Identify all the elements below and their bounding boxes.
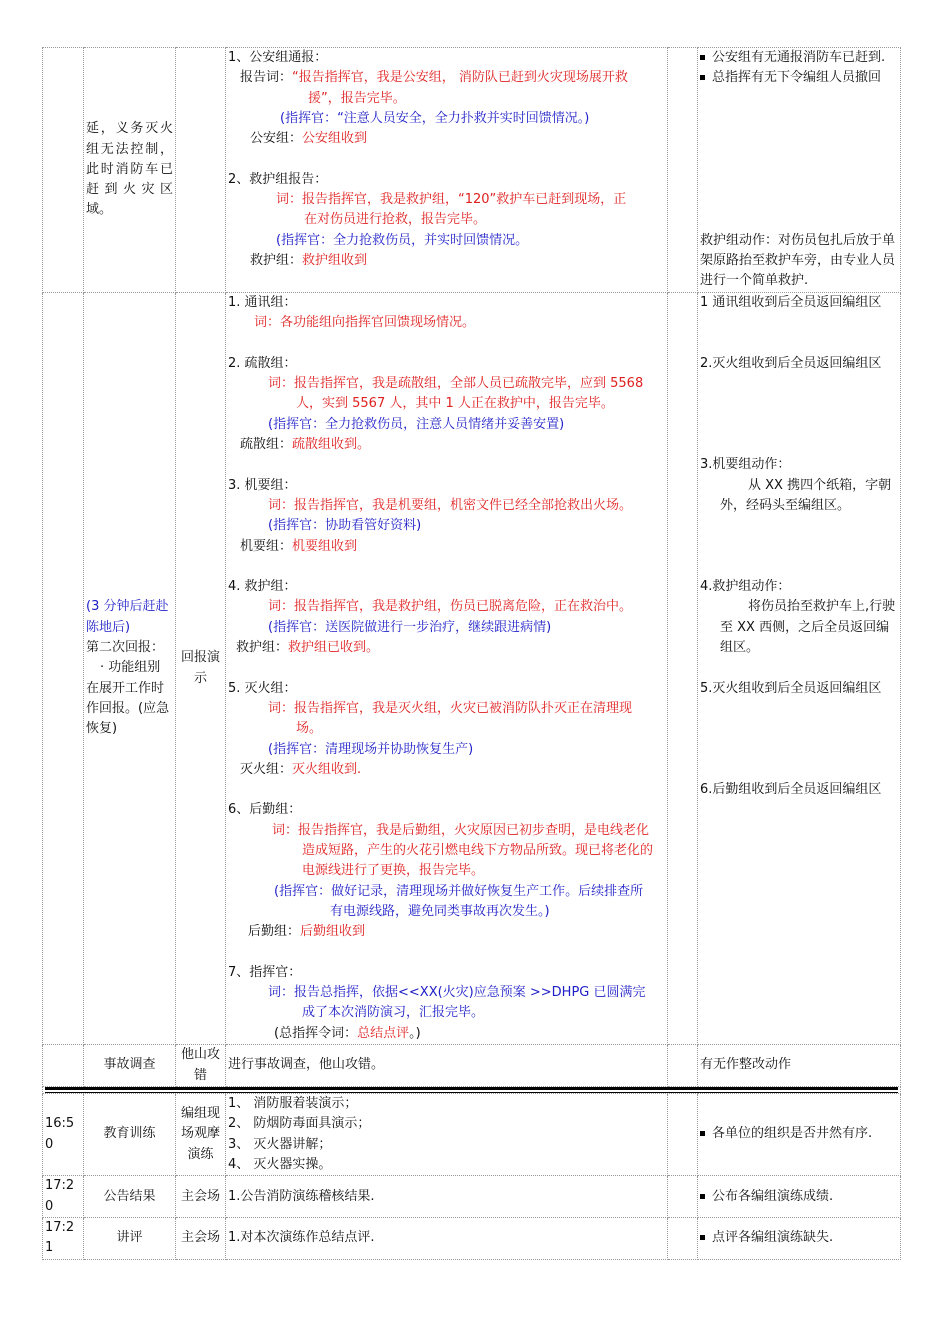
item-text: 讲评 (116, 1230, 143, 1246)
section-divider (43, 1087, 901, 1094)
conf-ack-prefix: 机要组： (240, 538, 293, 554)
rescue-report-line: 词：报告指挥官，我是救护组，“120”救护车已赶到现场，正 (276, 192, 627, 208)
table-row (43, 1176, 901, 1218)
fire-report-line: 场。 (296, 721, 323, 737)
police-prefix: 报告词： (240, 70, 293, 86)
item-text: 事故调查 (103, 1057, 156, 1073)
spacer-cell (668, 293, 698, 1045)
method-text: 回报演示 (180, 650, 220, 686)
spacer-cell (668, 1218, 698, 1260)
fire-ack-text: 灭火组收到. (292, 761, 362, 777)
content-cell (226, 1094, 668, 1176)
remark-text: 公安组有无通报消防车已赶到. (712, 50, 886, 65)
comm-report: 词：各功能组向指挥官回馈现场情况。 (254, 315, 476, 331)
situation-line: 域。 (86, 202, 113, 218)
evac-ack-text: 疏散组收到。 (292, 437, 371, 453)
remark-cell (698, 48, 901, 293)
content-cell (226, 1176, 668, 1218)
log-command-line: 有电源线路，避免同类事故再次发生。) (330, 903, 550, 919)
fire-header: 5. 灭火组： (228, 680, 297, 696)
remark-text: 总指挥有无下令编组人员撤回 (712, 70, 882, 86)
log-report-line: 电源线进行了更换，报告完毕。 (302, 863, 485, 879)
log-report-line: 造成短路，产生的火花引燃电线下方物品所致。现已将老化的 (302, 843, 654, 859)
situation-line: 组无法控制， (86, 141, 173, 157)
log-ack-prefix: 后勤组： (248, 924, 301, 940)
bullet-icon (700, 55, 705, 60)
conf-report: 词：报告指挥官，我是机要组，机密文件已经全部抢救出火场。 (268, 497, 633, 513)
time-cell (43, 1045, 84, 1087)
item-cell (84, 1176, 176, 1218)
remark-text: 公布各编组演练成绩. (712, 1188, 834, 1204)
res-report: 词：报告指挥官，我是救护组，伤员已脱离危险，正在救治中。 (268, 599, 633, 615)
item-cell (84, 1045, 176, 1087)
conf-command: (指挥官：协助看管好资料) (268, 518, 422, 534)
log-header: 6、后勤组： (228, 802, 302, 818)
res-ack-text: 救护组已收到。 (288, 640, 380, 656)
fire-command: (指挥官：清理现场并协助恢复生产) (268, 741, 474, 757)
situation-item: · 功能组别在展开工作时作回报。(应急恢复) (86, 660, 170, 737)
remark-text: 有无作整改动作 (700, 1057, 792, 1073)
remark-cell (698, 1045, 901, 1087)
table-row (43, 1094, 901, 1176)
remark-text: 各单位的组织是否井然有序. (712, 1126, 873, 1142)
remark-text: 2.灭火组收到后全员返回编组区 (700, 355, 882, 371)
remark-title: 4.救护组动作： (700, 579, 791, 595)
evac-header: 2. 疏散组： (228, 355, 297, 371)
remark-cell (698, 1094, 901, 1176)
cmd-header: 7、指挥官： (228, 964, 302, 980)
spacer-cell (668, 48, 698, 293)
method-cell (176, 1176, 226, 1218)
item-text: 教育训练 (103, 1126, 156, 1142)
fire-report-line: 词：报告指挥官，我是灭火组，火灾已被消防队扑灭正在清理现 (268, 700, 633, 716)
method-cell (176, 48, 226, 293)
police-command: (指挥官：“注意人员安全，全力扑救并实时回馈情况。) (280, 110, 590, 126)
conf-header: 3. 机要组： (228, 477, 297, 493)
remark-text: 6.后勤组收到后全员返回编组区 (700, 782, 882, 798)
evac-report-line: 人，实到 5567 人，其中 1 人正在救护中，报告完毕。 (296, 396, 614, 412)
police-report-line (228, 68, 665, 88)
content-text: 1.公告消防演练稽核结果. (228, 1188, 375, 1204)
remark-body: 从 XX 携四个纸箱，字朝外，经码头至编组区。 (720, 477, 892, 513)
table-row (43, 1045, 901, 1087)
comm-header: 1. 通讯组： (228, 295, 297, 310)
evac-ack-prefix: 疏散组： (240, 437, 293, 453)
remark-cell (698, 1176, 901, 1218)
police-report-text: “报告指挥官，我是公安组， 消防队已赶到火灾现场展开救 (292, 70, 628, 86)
log-ack (228, 922, 665, 942)
time-text: 17:20 (45, 1178, 75, 1214)
cmd-final-text: 总结点评 (357, 1025, 410, 1041)
situation-line: 此时消防车已 (86, 161, 173, 177)
police-ack-prefix: 公安组： (250, 131, 303, 147)
content-text: 1.对本次演练作总结点评. (228, 1230, 375, 1246)
drill-schedule-table (42, 47, 901, 1260)
situation-line: 延，义务灭火 (86, 121, 173, 137)
item-cell (84, 1218, 176, 1260)
remark-text: 救护组动作：对伤员包扎后放于单架原路抬至救护车旁，由专业人员进行一个简单救护. (700, 232, 896, 289)
method-text: 主会场 (180, 1188, 220, 1204)
time-text: 16:50 (45, 1116, 75, 1152)
remark-cell (698, 293, 901, 1045)
list-item: 3、 灭火器讲解； (228, 1136, 332, 1152)
content-text: 进行事故调查，他山攻错。 (228, 1057, 385, 1073)
remark-text: 5.灭火组收到后全员返回编组区 (700, 680, 882, 696)
log-report-line: 词：报告指挥官，我是后勤组，火灾原因已初步查明，是电线老化 (272, 822, 650, 838)
spacer-cell (668, 1094, 698, 1176)
item-text: 公告结果 (103, 1188, 156, 1204)
rescue-ack-prefix: 救护组： (250, 252, 303, 268)
method-cell (176, 1045, 226, 1087)
method-text: 主会场 (180, 1230, 220, 1246)
time-cell (43, 293, 84, 1045)
cmd-final-suffix: 。) (409, 1025, 421, 1041)
remark-text: 点评各编组演练缺失. (712, 1230, 834, 1246)
method-text: 他山攻错 (180, 1047, 220, 1083)
time-text: 17:21 (45, 1220, 75, 1256)
list-item: 4、 灭火器实操。 (228, 1156, 332, 1172)
cmd-report-line: 成了本次消防演习，汇报完毕。 (302, 1005, 485, 1021)
spacer-cell (668, 1176, 698, 1218)
evac-ack (228, 435, 665, 455)
time-cell (43, 1094, 84, 1176)
evac-report-line: 词：报告指挥官，我是疏散组，全部人员已疏散完毕，应到 5568 (268, 376, 644, 392)
remark-title: 3.机要组动作： (700, 457, 791, 473)
res-ack-prefix: 救护组： (236, 640, 289, 656)
method-text: 编组现场观摩演练 (180, 1106, 220, 1162)
method-cell (176, 1218, 226, 1260)
evac-command: (指挥官：全力抢救伤员，注意人员情绪并妥善安置) (268, 416, 565, 432)
content-cell (226, 48, 668, 293)
content-cell (226, 1045, 668, 1087)
log-command-line: (指挥官：做好记录，清理现场并做好恢复生产工作。后续排查所 (274, 883, 644, 899)
situation-note: (3 分钟后赶赴陈地后) (86, 599, 169, 635)
time-cell (43, 1176, 84, 1218)
police-ack (228, 129, 665, 149)
situation-cell (84, 48, 176, 293)
list-item: 1、 消防服着装演示； (228, 1096, 358, 1111)
cmd-report-line: 词：报告总指挥，依据<<XX(火灾)应急预案 >>DHPG 已圆满完 (268, 985, 646, 1001)
conf-ack (228, 537, 665, 557)
remark-body: 将伤员抬至救护车上,行驶至 XX 西侧，之后全员返回编组区。 (720, 599, 896, 656)
situation-line: 赶到火灾区 (86, 182, 173, 198)
content-cell (226, 293, 668, 1045)
fire-ack-prefix: 灭火组： (240, 761, 293, 777)
rescue-command: (指挥官：全力抢救伤员，并实时回馈情况。 (276, 232, 529, 248)
situation-cell (84, 293, 176, 1045)
rescue-ack-text: 救护组收到 (302, 252, 368, 268)
police-report-line: 援”，报告完毕。 (308, 90, 406, 106)
bullet-icon (700, 75, 705, 80)
table-row (43, 1218, 901, 1260)
remark-cell (698, 1218, 901, 1260)
res-ack (228, 638, 665, 658)
method-cell (176, 293, 226, 1045)
cmd-final-prefix: (总指挥令词： (274, 1025, 358, 1041)
bullet-icon (700, 1131, 705, 1136)
time-cell (43, 1218, 84, 1260)
item-cell (84, 1094, 176, 1176)
bullet-icon (700, 1194, 705, 1199)
remark-text: 1 通讯组收到后全员返回编组区 (700, 295, 882, 310)
rescue-ack (228, 251, 665, 271)
time-cell (43, 48, 84, 293)
log-ack-text: 后勤组收到 (300, 924, 366, 940)
table-row (43, 48, 901, 293)
content-cell (226, 1218, 668, 1260)
conf-ack-text: 机要组收到 (292, 538, 358, 554)
res-header: 4. 救护组： (228, 579, 297, 595)
police-ack-text: 公安组收到 (302, 131, 368, 147)
rescue-header: 2、救护组报告： (228, 171, 328, 187)
spacer-cell (668, 1045, 698, 1087)
res-command: (指挥官：送医院做进行一步治疗，继续跟进病情) (268, 619, 552, 635)
bullet-icon (700, 1235, 705, 1240)
police-header: 1、公安组通报： (228, 50, 328, 65)
list-item: 2、 防烟防毒面具演示； (228, 1116, 371, 1132)
fire-ack (228, 760, 665, 780)
situation-title: 第二次回报： (86, 640, 165, 656)
rescue-report-line: 在对伤员进行抢救，报告完毕。 (304, 212, 487, 228)
table-row (43, 293, 901, 1045)
cmd-final (228, 1024, 665, 1044)
method-cell (176, 1094, 226, 1176)
